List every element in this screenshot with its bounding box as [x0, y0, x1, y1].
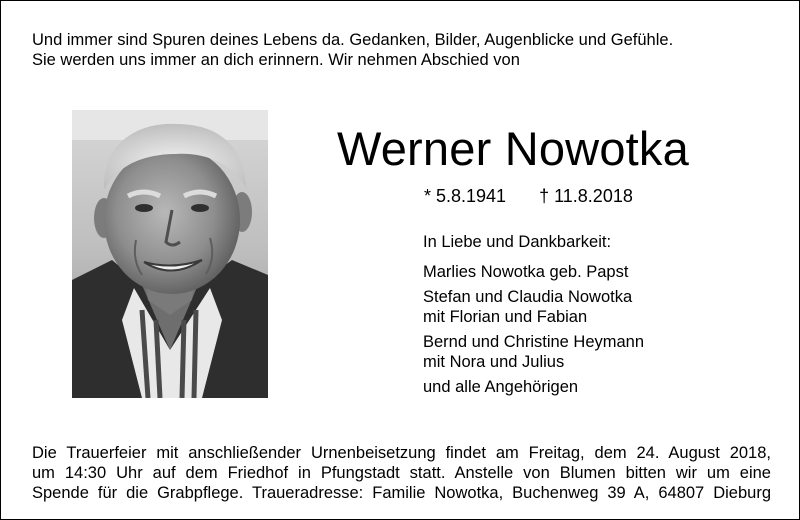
- birth-date: * 5.8.1941: [424, 186, 507, 206]
- funeral-details-line-1: Die Trauerfeier mit anschließender Urnenbeisetzung findet am Freitag, dem 24. August 2018,: [32, 444, 771, 462]
- mourner-entry: [423, 262, 644, 282]
- mourner-line: Bernd und Christine Heymann: [423, 333, 645, 351]
- funeral-details: [32, 443, 771, 503]
- funeral-details-line-3: Spende für die Grabpflege. Traueradresse: Familie Nowotka, Buchenweg 39 A, 64807 Dieburg: [32, 484, 771, 502]
- intro-line-2: Sie werden uns immer an dich erinnern. Wir nehmen Abschied von: [32, 51, 520, 69]
- mourner-entry: [423, 287, 644, 327]
- life-dates: [424, 185, 633, 207]
- mourners-list: [423, 232, 644, 402]
- mourner-entry: [423, 332, 644, 372]
- mourner-line: Marlies Nowotka geb. Papst: [423, 263, 629, 281]
- funeral-details-line-2: um 14:30 Uhr auf dem Friedhof in Pfungstadt statt. Anstelle von Blumen bitten wir um eine: [32, 464, 771, 482]
- mourner-line: mit Nora und Julius: [423, 353, 565, 371]
- portrait-photo: [72, 110, 268, 398]
- mourners-heading: In Liebe und Dankbarkeit:: [423, 233, 612, 251]
- intro-text: [32, 30, 772, 70]
- death-date: † 11.8.2018: [539, 186, 633, 206]
- mourner-line: mit Florian und Fabian: [423, 308, 588, 326]
- mourner-line: Stefan und Claudia Nowotka: [423, 288, 633, 306]
- mourner-line: und alle Angehörigen: [423, 378, 579, 396]
- deceased-name: Werner Nowotka: [337, 122, 689, 175]
- intro-line-1: Und immer sind Spuren deines Lebens da. Gedanken, Bilder, Augenblicke und Gefühle.: [32, 31, 674, 49]
- mourner-entry: [423, 377, 644, 397]
